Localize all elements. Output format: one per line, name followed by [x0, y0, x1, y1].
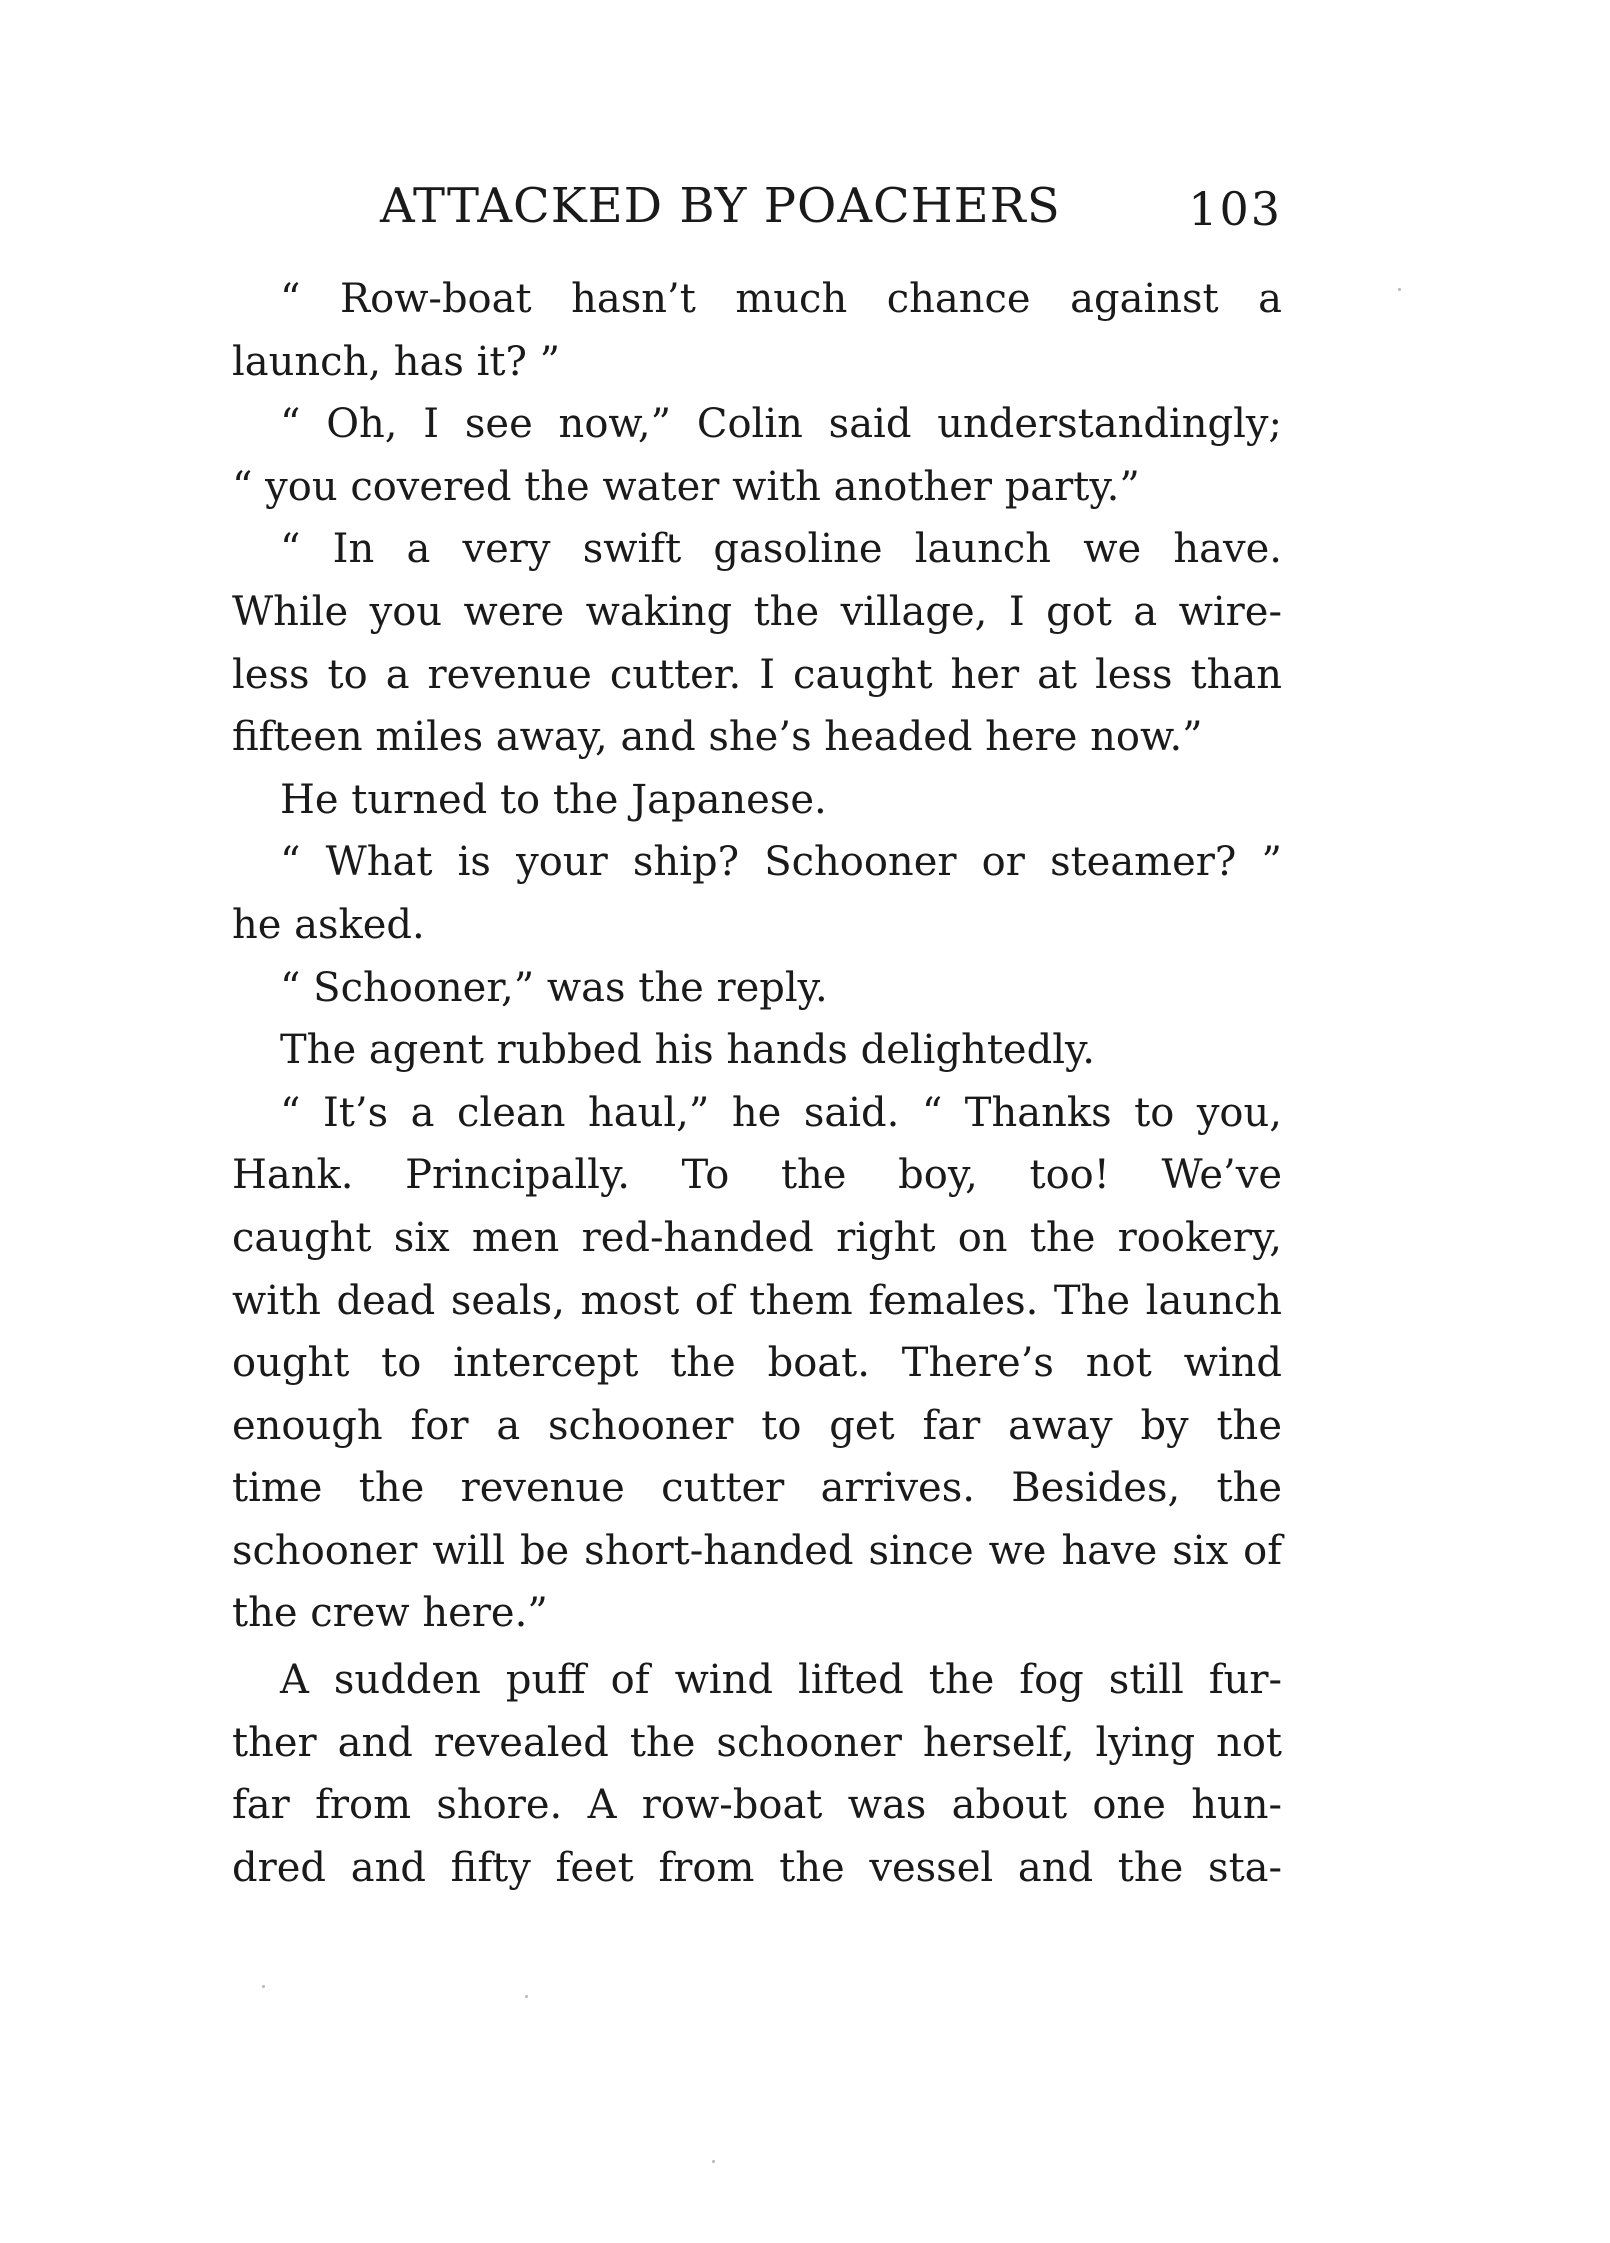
text-line: “ Oh, I see now,” Colin said understandingly;	[280, 401, 1282, 448]
text-line: “ Row-boat hasn’t much chance against a	[280, 276, 1282, 322]
text-line: “ Schooner,” was the reply.	[280, 964, 828, 1011]
text-line: dred and fifty feet from the vessel and the sta-	[232, 1844, 1282, 1891]
paper-speck	[525, 1995, 528, 1998]
text-line: caught six men red-handed right on the rookery,	[232, 1214, 1282, 1261]
text-line: “ In a very swift gasoline launch we have.	[280, 526, 1282, 573]
text-line: launch, has it? ”	[232, 338, 561, 385]
text-line: time the revenue cutter arrives. Besides, the	[232, 1465, 1282, 1512]
text-line: enough for a schooner to get far away by the	[232, 1402, 1282, 1449]
page-number: 103	[1188, 182, 1282, 236]
running-head	[232, 168, 1282, 238]
text-line: ther and revealed the schooner herself, lying not	[232, 1719, 1282, 1766]
text-line: schooner will be short-handed since we have six of	[232, 1527, 1282, 1574]
text-line: the crew here.”	[232, 1590, 548, 1637]
text-line: ought to intercept the boat. There’s not wind	[232, 1340, 1282, 1387]
text-line: He turned to the Japanese.	[280, 776, 827, 823]
paper-speck	[712, 2160, 715, 2163]
text-line: A sudden puff of wind lifted the fog still fur-	[280, 1657, 1282, 1704]
text-line: fifteen miles away, and she’s headed here now.”	[232, 714, 1203, 761]
text-line: less to a revenue cutter. I caught her at less than	[232, 651, 1282, 698]
text-line: The agent rubbed his hands delightedly.	[280, 1027, 1095, 1074]
text-line: “ you covered the water with another party.”	[232, 463, 1140, 510]
running-title: ATTACKED BY POACHERS	[380, 178, 1061, 234]
text-line: While you were waking the village, I got a wire-	[232, 588, 1282, 635]
paper-speck	[1398, 288, 1401, 291]
text-line: he asked.	[232, 901, 425, 948]
text-line: with dead seals, most of them females. The launch	[232, 1277, 1282, 1324]
text-line: “ It’s a clean haul,” he said. “ Thanks to you,	[280, 1089, 1282, 1136]
paper-speck	[262, 1985, 265, 1988]
text-line: Hank. Principally. To the boy, too! We’ve	[232, 1152, 1282, 1199]
body-text	[232, 268, 1282, 1899]
text-line: “ What is your ship? Schooner or steamer? ”	[280, 839, 1282, 886]
text-line: far from shore. A row-boat was about one hun-	[232, 1782, 1282, 1829]
